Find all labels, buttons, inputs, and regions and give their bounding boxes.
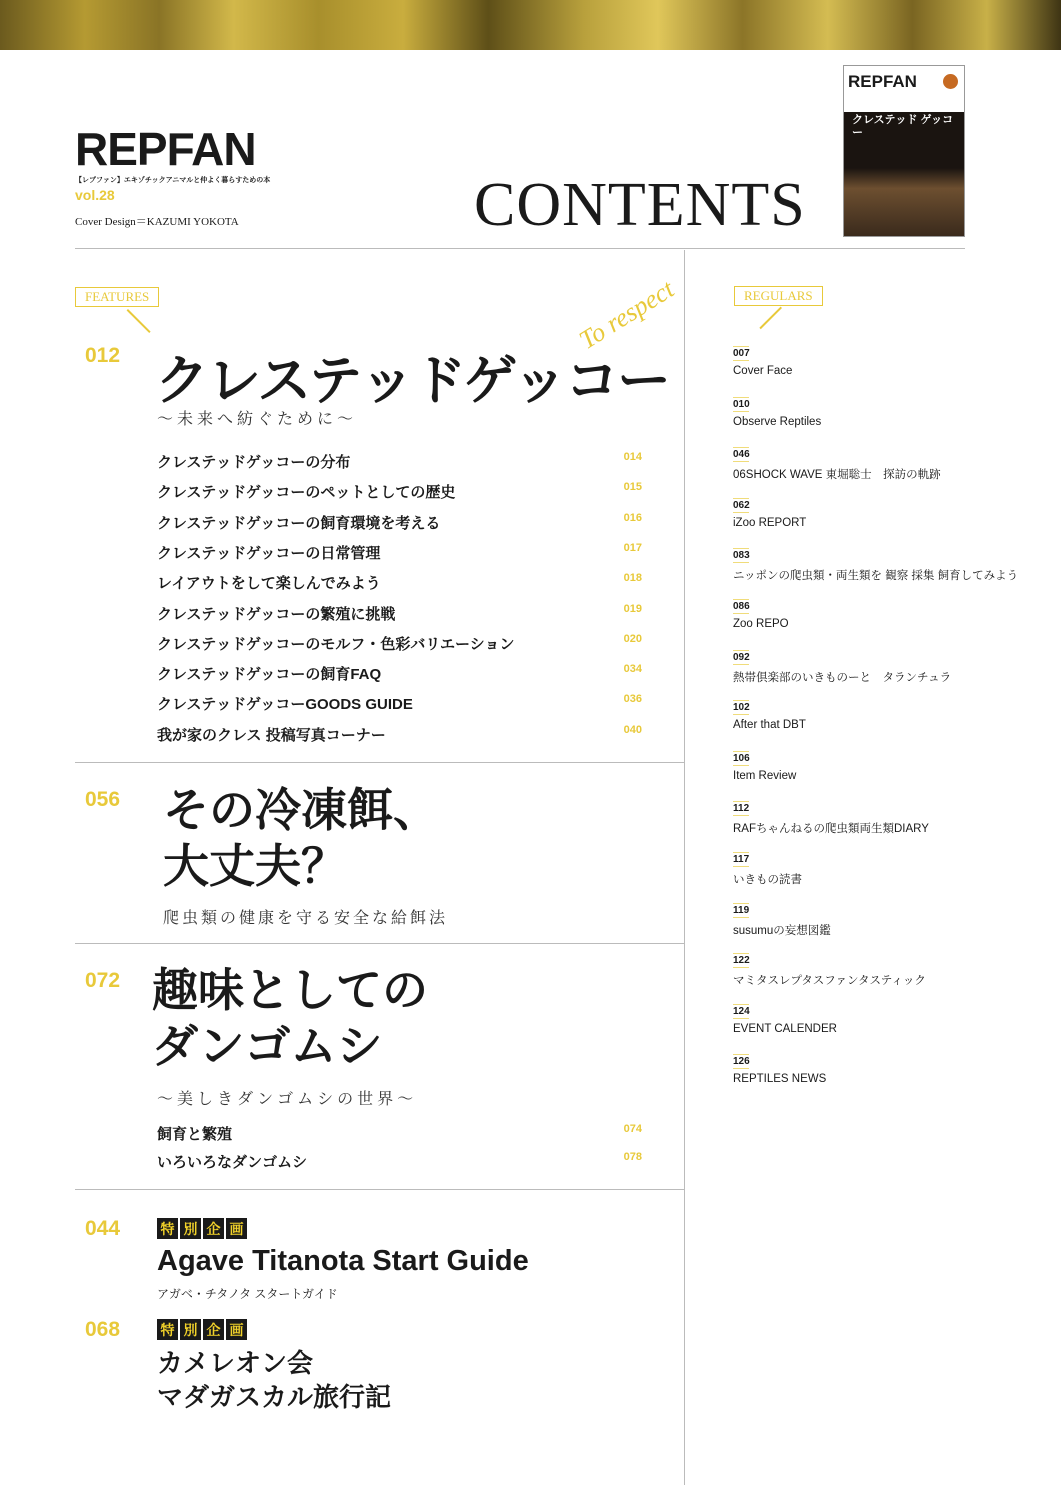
feature-title <box>163 782 439 894</box>
regular-label: ニッポンの爬虫類・両生類を 観察 採集 飼育してみよう <box>733 570 1019 583</box>
title-line: ダンゴムシ <box>152 1020 383 1072</box>
regular-label: REPTILES NEWS <box>733 1073 827 1086</box>
toc-item-page: 015 <box>623 481 642 494</box>
toc-item-page: 018 <box>623 572 642 585</box>
regular-item[interactable] <box>733 444 993 482</box>
toc-item-label: クレステッドゲッコーの繁殖に挑戦 <box>157 605 396 623</box>
toc-item-page: 017 <box>623 541 642 554</box>
toc-item-label: クレステッドゲッコーの飼育環境を考える <box>157 514 441 532</box>
toc-item-page: 078 <box>623 1151 642 1163</box>
regular-item[interactable] <box>733 798 993 836</box>
features-tag: FEATURES <box>75 287 159 307</box>
regular-item[interactable] <box>733 647 993 685</box>
badge-char: 企 <box>203 1218 224 1239</box>
regular-page: 124 <box>733 1005 750 1017</box>
title-line: カメレオン会 <box>157 1348 314 1378</box>
toc-item-page: 034 <box>623 663 642 676</box>
cover-logo: REPFAN <box>848 72 917 91</box>
toc-item-page: 036 <box>623 693 642 706</box>
toc-item[interactable] <box>157 663 642 684</box>
regular-page: 046 <box>733 449 750 461</box>
section-divider <box>75 943 685 944</box>
toc-item[interactable] <box>157 693 642 714</box>
feature-subtitle: 爬虫類の健康を守る安全な給餌法 <box>163 910 449 927</box>
toc-item[interactable] <box>157 1123 642 1144</box>
feature-subtitle: ～未来へ紡ぐために～ <box>157 411 358 428</box>
regular-page: 117 <box>733 854 750 865</box>
special-feature-badge <box>157 1319 247 1340</box>
toc-item-label: クレステッドゲッコーのペットとしての歴史 <box>157 484 456 502</box>
toc-item[interactable] <box>157 481 642 502</box>
cover-thumbnail <box>843 65 965 237</box>
regular-page: 122 <box>733 955 750 967</box>
header-photo-banner <box>0 0 1061 50</box>
title-line: 趣味としての <box>152 964 428 1016</box>
regular-item[interactable] <box>733 545 1019 583</box>
badge-char: 別 <box>180 1319 201 1340</box>
special-feature-badge <box>157 1218 247 1239</box>
feature-title: Agave Titanota Start Guide <box>157 1245 529 1277</box>
toc-item[interactable] <box>157 451 642 472</box>
regular-page: 007 <box>733 348 750 359</box>
feature-page-number: 072 <box>85 969 121 992</box>
regular-page: 086 <box>733 601 750 612</box>
title-line: マダガスカル旅行記 <box>157 1382 392 1412</box>
toc-item-page: 014 <box>623 451 642 463</box>
feature-subtitle: ～美しきダンゴムシの世界～ <box>157 1091 418 1108</box>
toc-item-page: 074 <box>623 1123 642 1135</box>
feature-page-number: 012 <box>85 344 121 367</box>
regular-label: Zoo REPO <box>733 618 789 630</box>
feature-page-number: 068 <box>85 1318 121 1341</box>
regular-label: RAFちゃんねるの爬虫類両生類DIARY <box>733 823 929 836</box>
volume-number: vol.28 <box>75 187 115 203</box>
toc-item[interactable] <box>157 572 642 593</box>
regular-page: 062 <box>733 499 750 511</box>
badge-char: 企 <box>203 1319 224 1340</box>
regulars-tag-pointer <box>760 307 782 329</box>
toc-item-page: 020 <box>623 632 642 645</box>
toc-item[interactable] <box>157 512 642 533</box>
regulars-tag: REGULARS <box>734 286 823 306</box>
regular-label: Cover Face <box>733 365 793 377</box>
badge-char: 別 <box>180 1218 201 1239</box>
toc-item[interactable] <box>157 542 642 563</box>
header-divider <box>75 248 965 249</box>
cover-badge-icon <box>943 74 958 89</box>
regular-label: いきもの読書 <box>733 874 802 886</box>
badge-char: 特 <box>157 1319 178 1340</box>
toc-item[interactable] <box>157 633 642 654</box>
feature-page-number: 056 <box>85 788 121 811</box>
magazine-logo: REPFAN <box>75 123 256 175</box>
title-line: 大丈夫？ <box>163 840 347 892</box>
regular-item[interactable] <box>733 1001 993 1035</box>
badge-char: 画 <box>226 1319 247 1340</box>
badge-char: 特 <box>157 1218 178 1239</box>
regular-label: Observe Reptiles <box>733 415 822 428</box>
toc-item-label: クレステッドゲッコーのモルフ・色彩バリエーション <box>157 635 515 653</box>
feature-script-text: To respect <box>574 274 680 355</box>
regular-label: 06SHOCK WAVE 東堀聡士 探訪の軌跡 <box>733 469 941 482</box>
regular-label: susumuの妄想図鑑 <box>733 924 831 937</box>
toc-item-label: 飼育と繁殖 <box>157 1126 233 1143</box>
toc-item-page: 016 <box>623 511 642 524</box>
regular-item[interactable] <box>733 343 993 377</box>
page-title: CONTENTS <box>474 171 806 239</box>
regular-label: iZoo REPORT <box>733 516 807 529</box>
badge-char: 画 <box>226 1218 247 1239</box>
regular-item[interactable] <box>733 900 993 938</box>
regular-label: 熱帯倶楽部のいきものーと タランチュラ <box>733 671 952 684</box>
regular-label: EVENT CALENDER <box>733 1022 837 1035</box>
regular-page: 010 <box>733 398 750 410</box>
feature-title <box>157 1346 391 1414</box>
toc-item-label: クレステッドゲッコーの日常管理 <box>157 544 381 562</box>
feature-page-number: 044 <box>85 1217 121 1240</box>
feature-subtitle: アガベ・チタノタ スタートガイド <box>157 1287 338 1301</box>
regular-item[interactable] <box>733 495 993 529</box>
features-tag-pointer <box>127 309 151 333</box>
regular-page: 102 <box>733 702 750 714</box>
toc-item-label: クレステッドゲッコーの分布 <box>157 454 351 471</box>
tagline: 【レプファン】エキゾチックアニマルと仲よく暮らすための本 <box>75 177 271 184</box>
title-line: その冷凍餌、 <box>163 784 439 836</box>
toc-item[interactable] <box>157 603 642 624</box>
section-divider <box>75 1189 685 1190</box>
toc-item-label: クレステッドゲッコーの飼育FAQ <box>157 666 382 684</box>
regular-page: 092 <box>733 651 750 663</box>
toc-item[interactable] <box>157 1151 642 1172</box>
toc-item-label: レイアウトをして楽しんでみよう <box>157 575 381 593</box>
toc-item-label: 我が家のクレス 投稿写真コーナー <box>157 726 386 744</box>
regular-item[interactable] <box>733 849 993 887</box>
regular-page: 106 <box>733 752 750 764</box>
regular-item[interactable] <box>733 950 993 988</box>
regular-page: 126 <box>733 1056 750 1068</box>
regular-page: 083 <box>733 550 750 562</box>
regular-item[interactable] <box>733 697 993 731</box>
feature-title <box>152 962 428 1074</box>
toc-item-page: 019 <box>623 602 642 615</box>
section-divider <box>75 762 685 763</box>
regular-item[interactable] <box>733 748 993 782</box>
regular-label: マミタスレプタスファンタスティック <box>733 975 926 988</box>
regular-page: 112 <box>733 803 750 815</box>
regular-page: 119 <box>733 904 750 916</box>
cover-headline: クレステッド ゲッコー <box>852 114 954 139</box>
toc-item[interactable] <box>157 724 642 745</box>
feature-title: クレステッドゲッコー <box>155 351 670 411</box>
column-divider <box>684 250 685 1485</box>
regular-item[interactable] <box>733 596 993 630</box>
regular-item[interactable] <box>733 394 993 428</box>
toc-item-label: いろいろなダンゴムシ <box>157 1154 308 1171</box>
toc-item-label: クレステッドゲッコーGOODS GUIDE <box>157 696 413 714</box>
toc-item-page: 040 <box>623 723 642 736</box>
cover-credit: Cover Design＝KAZUMI YOKOTA <box>75 216 239 228</box>
regular-label: Item Review <box>733 769 797 782</box>
regular-label: After that DBT <box>733 719 806 732</box>
regular-item[interactable] <box>733 1051 993 1085</box>
